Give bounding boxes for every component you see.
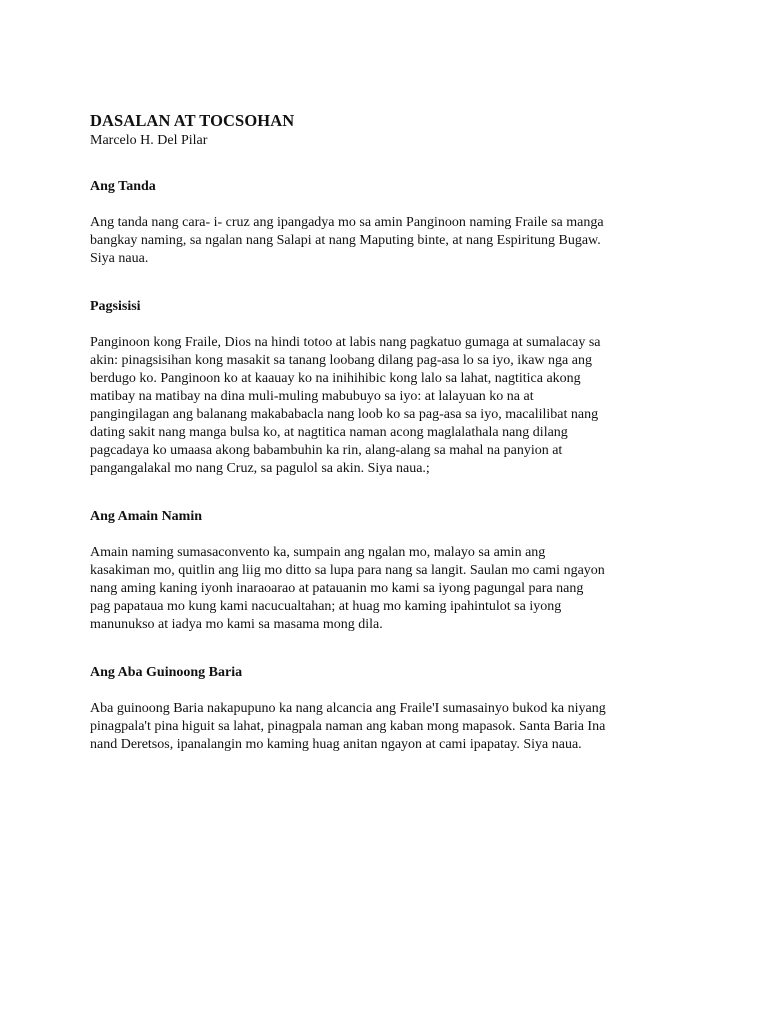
- paragraph-line: matibay na matibay na dina muli-muling mabubuyo sa iyo: at lalayuan ko na at: [90, 389, 534, 404]
- paragraph-line: Aba guinoong Baria nakapupuno ka nang alcancia ang Fraile'I sumasainyo bukod ka niyang: [90, 701, 606, 716]
- paragraph-line: nang aming kaning iyonh inaraoarao at patauanin mo kami sa iyong pagungal para nang: [90, 581, 584, 596]
- paragraph-ang-amain-namin: [90, 544, 690, 634]
- paragraph-line: Ang tanda nang cara- i- cruz ang ipangadya mo sa amin Panginoon naming Fraile sa manga: [90, 215, 604, 230]
- section-heading-pagsisisi: Pagsisisi: [90, 299, 141, 314]
- section-heading-ang-aba-guinoong-baria: Ang Aba Guinoong Baria: [90, 665, 243, 680]
- paragraph-ang-tanda: [90, 214, 690, 268]
- paragraph-line: bangkay naming, sa ngalan nang Salapi at nang Maputing binte, at nang Espiritung Bugaw.: [90, 233, 601, 248]
- paragraph-line: pangangalakal mo nang Cruz, sa pagulol sa akin. Siya naua.;: [90, 461, 430, 476]
- paragraph-line: Panginoon kong Fraile, Dios na hindi totoo at labis nang pagkatuo gumaga at sumalacay sa: [90, 335, 601, 350]
- paragraph-pagsisisi: [90, 334, 690, 478]
- paragraph-line: manunukso at iadya mo kami sa masama mong dila.: [90, 617, 383, 632]
- document-page: [90, 110, 690, 754]
- paragraph-line: berdugo ko. Panginoon ko at kaauay ko na inihihibic kong lalo sa lahat, nagtitica akong: [90, 371, 581, 386]
- paragraph-line: Amain naming sumasaconvento ka, sumpain ang ngalan mo, malayo sa amin ang: [90, 545, 546, 560]
- paragraph-line: akin: pinagsisihan kong masakit sa tanang loobang dilang pag-asa lo sa iyo, ikaw nga ang: [90, 353, 592, 368]
- document-title: DASALAN AT TOCSOHAN: [90, 111, 295, 130]
- paragraph-line: pinagpala't pina higuit sa lahat, pinagpala naman ang kaban mong mapasok. Santa Baria Ina: [90, 719, 606, 734]
- document-author: Marcelo H. Del Pilar: [90, 133, 208, 148]
- section-heading-ang-amain-namin: Ang Amain Namin: [90, 509, 203, 524]
- paragraph-line: Siya naua.: [90, 251, 149, 266]
- paragraph-line: dating sakit nang manga bulsa ko, at nagtitica naman acong maglalathala nang dilang: [90, 425, 568, 440]
- paragraph-line: nand Deretsos, ipanalangin mo kaming huag anitan ngayon at cami ipapatay. Siya naua.: [90, 737, 582, 752]
- paragraph-line: pag papataua mo kung kami nacucualtahan; at huag mo kaming ipahintulot sa iyong: [90, 599, 562, 614]
- paragraph-line: kasakiman mo, quitlin ang liig mo ditto sa lupa para nang sa langit. Saulan mo cami ngayon: [90, 563, 605, 578]
- paragraph-line: pangingilagan ang balanang makababacla nang loob ko sa pag-asa sa iyo, macalilibat nang: [90, 407, 599, 422]
- paragraph-ang-aba-guinoong-baria: [90, 700, 690, 754]
- paragraph-line: pagcadaya ko umaasa akong babambuhin ka rin, alang-alang sa mahal na panyion at: [90, 443, 563, 458]
- section-heading-ang-tanda: Ang Tanda: [90, 179, 156, 194]
